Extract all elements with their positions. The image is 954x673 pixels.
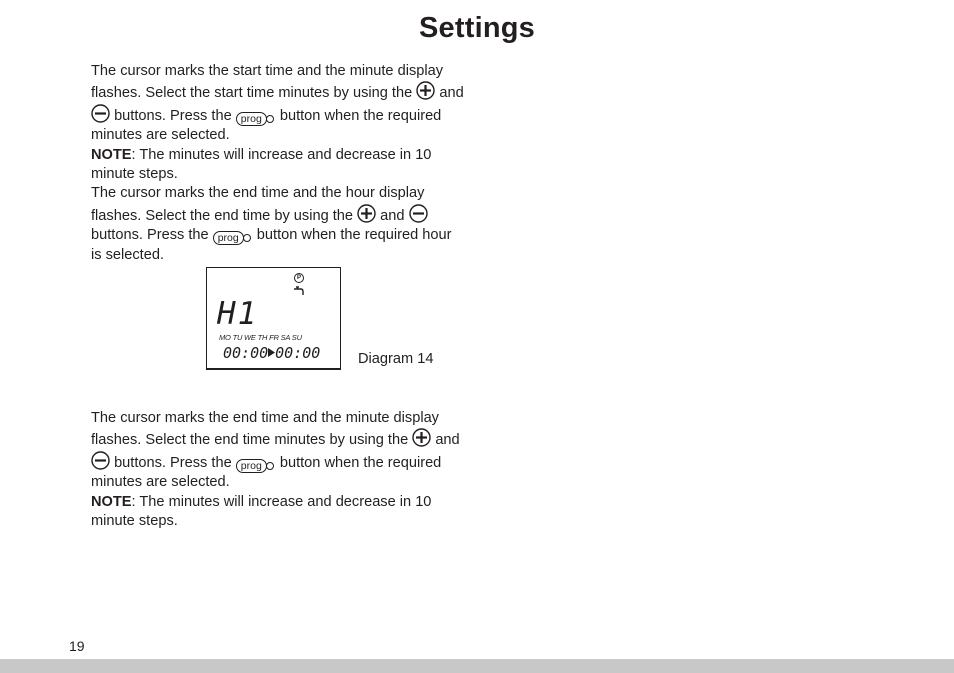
text-line: buttons. Press the prog button when the required (91, 451, 476, 473)
text-line: flashes. Select the end time minutes by using the and (91, 428, 476, 450)
lcd-end-time: 00:00 (275, 344, 321, 362)
lcd-start-time: 00:00 (223, 344, 269, 362)
lcd-weekdays: MO TU WE TH FR SA SU (219, 333, 302, 342)
lcd-time-range (223, 344, 320, 362)
text-line: is selected. (91, 246, 165, 263)
instructions-start-minutes (91, 62, 476, 265)
instructions-end-minutes (91, 409, 476, 531)
prog-button-icon: prog (236, 459, 267, 473)
text-line: The cursor marks the start time and the minute display (91, 63, 444, 79)
note-label: NOTE (91, 493, 132, 510)
page-title: Settings (419, 12, 535, 44)
text-line: flashes. Select the start time minutes by using the and (91, 81, 476, 103)
prog-button-icon: prog (213, 231, 244, 245)
note-label: NOTE (91, 146, 132, 163)
text-line: minute steps. (91, 513, 178, 530)
program-mode-icon: P (294, 273, 304, 283)
plus-button-icon (357, 204, 376, 223)
lcd-main-readout: H1 (217, 296, 259, 332)
prog-button-icon: prog (236, 112, 267, 126)
note-line: NOTE: The minutes will increase and decrease in 10 (91, 146, 432, 163)
minus-button-icon (91, 451, 110, 470)
footer-bar (0, 659, 954, 673)
plus-button-icon (412, 428, 431, 447)
text-line: flashes. Select the end time by using the and (91, 204, 476, 226)
diagram-caption: Diagram 14 (358, 351, 434, 367)
text-line: minute steps. (91, 166, 178, 183)
minus-button-icon (409, 204, 428, 223)
text-line: The cursor marks the end time and the minute display (91, 410, 439, 426)
text-line: minutes are selected. (91, 127, 230, 144)
text-line: buttons. Press the prog button when the required (91, 104, 476, 126)
note-line: NOTE: The minutes will increase and decrease in 10 (91, 493, 432, 510)
text-line: minutes are selected. (91, 474, 230, 491)
minus-button-icon (91, 104, 110, 123)
lcd-display-diagram (206, 267, 341, 370)
page-number: 19 (69, 638, 85, 654)
text-line: The cursor marks the end time and the hour display (91, 185, 425, 202)
plus-button-icon (416, 81, 435, 100)
hot-water-tap-icon (293, 286, 305, 296)
text-line: buttons. Press the prog button when the required hour (91, 227, 452, 245)
